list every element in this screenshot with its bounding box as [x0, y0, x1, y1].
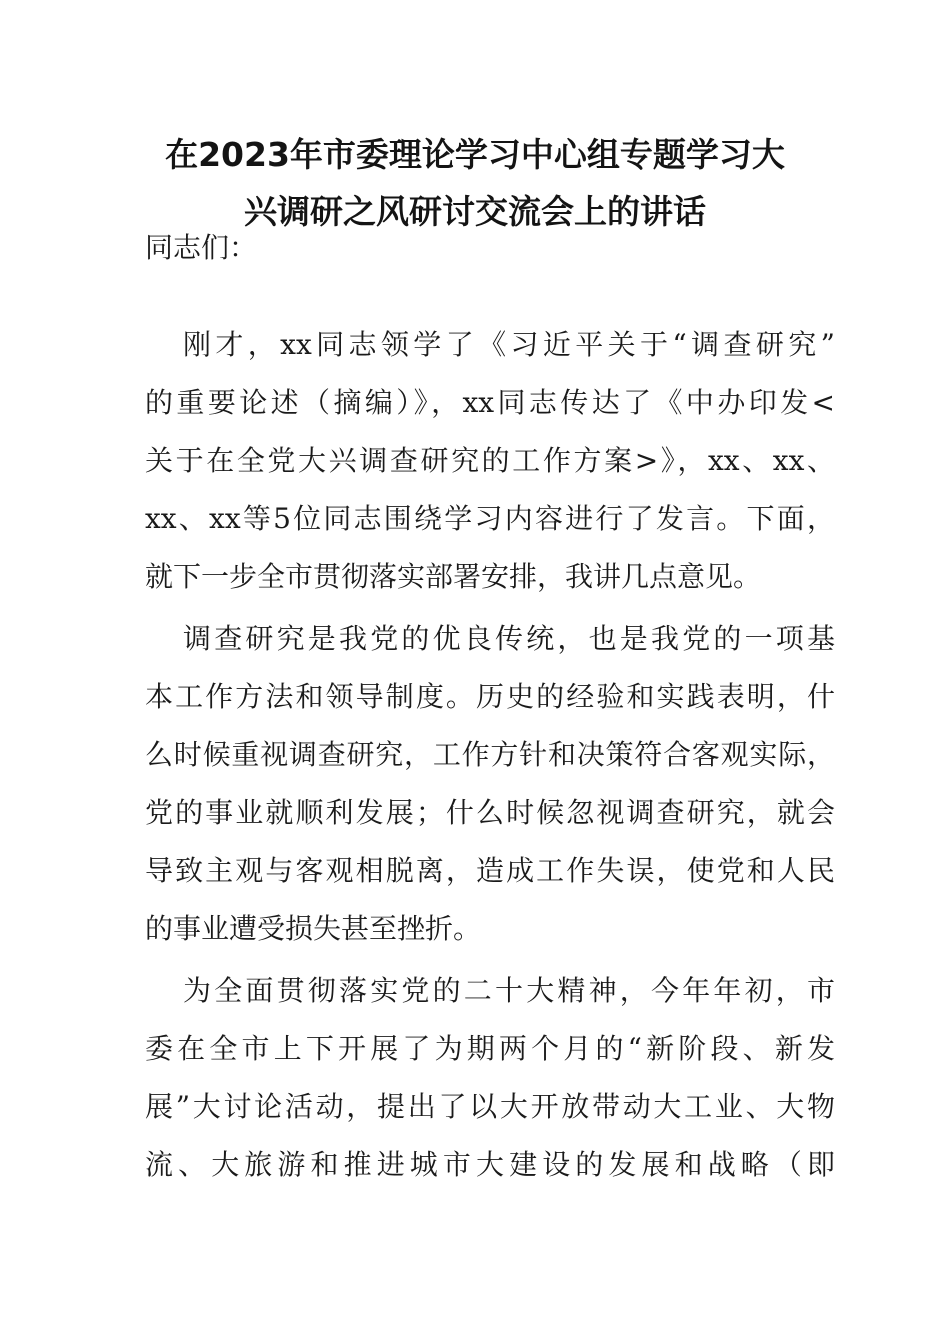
paragraph-line: 么时候重视调查研究，工作方针和决策符合客观实际，: [145, 738, 835, 771]
paragraph-line: 就下一步全市贯彻落实部署安排，我讲几点意见。: [145, 560, 762, 593]
paragraph-line: 流、大旅游和推进城市大建设的发展和战略（即: [145, 1148, 835, 1181]
paragraph-line: 的重要论述（摘编）》，xx同志传达了《中办印发<: [145, 386, 835, 419]
paragraph-line: 党的事业就顺利发展；什么时候忽视调查研究，就会: [145, 796, 835, 829]
paragraph-line: 调查研究是我党的优良传统，也是我党的一项基: [183, 622, 835, 655]
salutation: [145, 219, 835, 277]
paragraph-line: 的事业遭受损失甚至挫折。: [145, 912, 482, 945]
paragraph-line: 委在全市上下开展了为期两个月的“新阶段、新发: [145, 1032, 835, 1065]
paragraph-line: 关于在全党大兴调查研究的工作方案>》，xx、xx、: [145, 444, 835, 477]
paragraph-line: 为全面贯彻落实党的二十大精神，今年年初，市: [183, 974, 835, 1007]
salutation-text: 同志们：: [145, 231, 258, 264]
paragraph-line: 本工作方法和领导制度。历史的经验和实践表明，什: [145, 680, 835, 713]
paragraph-line: 刚才，xx同志领学了《习近平关于“调查研究”: [183, 328, 835, 361]
paragraph-1: [145, 316, 835, 606]
paragraph-2: [145, 610, 835, 958]
paragraph-line: 展”大讨论活动，提出了以大开放带动大工业、大物: [145, 1090, 835, 1123]
title-line-1: 在2023年市委理论学习中心组专题学习大: [165, 135, 785, 174]
paragraph-line: 导致主观与客观相脱离，造成工作失误，使党和人民: [145, 854, 835, 887]
paragraph-3: [145, 962, 835, 1194]
title-line-2: 兴调研之风研讨交流会上的讲话: [244, 192, 706, 231]
paragraph-line: xx、xx等5位同志围绕学习内容进行了发言。下面，: [145, 502, 835, 535]
